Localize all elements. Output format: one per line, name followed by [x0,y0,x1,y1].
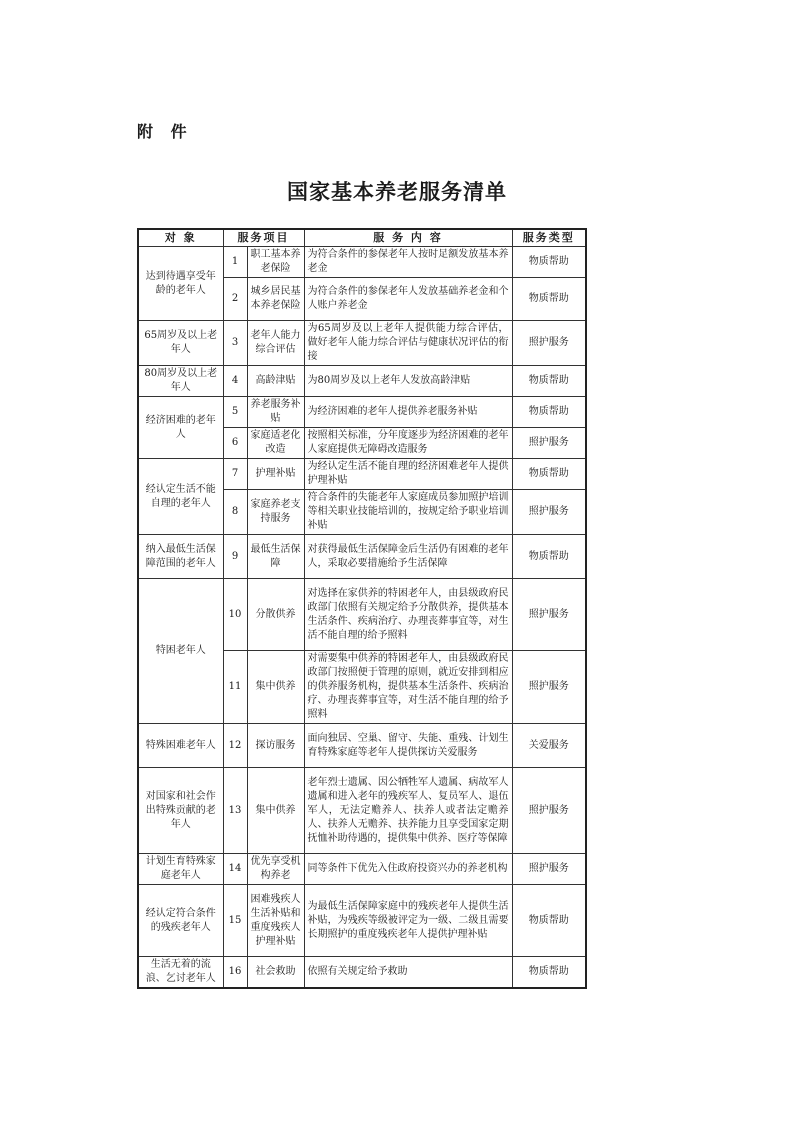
table-row [138,724,586,768]
table-row [138,768,586,854]
service-type: 物质帮助 [512,459,586,490]
service-type: 物质帮助 [512,278,586,321]
target-group: 特殊困难老年人 [138,724,223,768]
header-item: 服务项目 [223,229,304,247]
header-type: 服务类型 [512,229,586,247]
table-header-row [138,229,586,247]
service-item: 社会救助 [247,957,304,989]
service-item: 探访服务 [247,724,304,768]
service-content: 为80周岁及以上老年人发放高龄津贴 [304,366,512,397]
service-item: 优先享受机构养老 [247,854,304,885]
table-row [138,957,586,989]
service-content: 依照有关规定给予救助 [304,957,512,989]
service-type: 照护服务 [512,579,586,651]
service-type: 照护服务 [512,490,586,535]
service-type: 关爱服务 [512,724,586,768]
service-content: 按照相关标准，分年度逐步为经济困难的老年人家庭提供无障碍改造服务 [304,428,512,459]
table-row [138,247,586,278]
service-content: 为符合条件的参保老年人发放基础养老金和个人账户养老金 [304,278,512,321]
service-content: 符合条件的失能老年人家庭成员参加照护培训等相关职业技能培训的，按规定给予职业培训补贴 [304,490,512,535]
item-number: 15 [223,885,247,957]
service-content: 对获得最低生活保障金后生活仍有困难的老年人，采取必要措施给予生活保障 [304,535,512,579]
target-group: 80周岁及以上老年人 [138,366,223,397]
service-content: 面向独居、空巢、留守、失能、重残、计划生育特殊家庭等老年人提供探访关爱服务 [304,724,512,768]
service-item: 老年人能力综合评估 [247,321,304,366]
service-content: 老年烈士遗属、因公牺牲军人遗属、病故军人遗属和进入老年的残疾军人、复员军人、退伍军人，无法定赡养人、扶养人或者法定赡养人、扶养人无赡养、扶养能力且享受国家定期抚恤补助待遇的，提供集中供养、医疗等保障 [304,768,512,854]
item-number: 14 [223,854,247,885]
item-number: 8 [223,490,247,535]
attachment-label: 附 件 [137,122,193,141]
service-content: 为最低生活保障家庭中的残疾老年人提供生活补贴，为残疾等级被评定为一级、二级且需要长期照护的重度残疾老年人提供护理补贴 [304,885,512,957]
service-type: 物质帮助 [512,885,586,957]
item-number: 16 [223,957,247,989]
table-row [138,885,586,957]
service-content: 同等条件下优先入住政府投资兴办的养老机构 [304,854,512,885]
target-group: 经认定生活不能自理的老年人 [138,459,223,535]
service-item: 集中供养 [247,768,304,854]
table-row [138,321,586,366]
target-group: 生活无着的流浪、乞讨老年人 [138,957,223,989]
service-item: 集中供养 [247,651,304,724]
header-content: 服 务 内 容 [304,229,512,247]
service-type: 物质帮助 [512,957,586,989]
service-content: 对需要集中供养的特困老年人，由县级政府民政部门按照便于管理的原则，就近安排到相应的供养服务机构，提供基本生活条件、疾病治疗、办理丧葬事宜等，对生活不能自理的给予照料 [304,651,512,724]
table-row [138,459,586,490]
service-content: 为符合条件的参保老年人按时足额发放基本养老金 [304,247,512,278]
service-item: 困难残疾人生活补贴和重度残疾人护理补贴 [247,885,304,957]
target-group: 达到待遇享受年龄的老年人 [138,247,223,321]
service-item: 高龄津贴 [247,366,304,397]
service-item: 护理补贴 [247,459,304,490]
table-row [138,366,586,397]
service-type: 照护服务 [512,651,586,724]
service-content: 为经济困难的老年人提供养老服务补贴 [304,397,512,428]
target-group: 对国家和社会作出特殊贡献的老年人 [138,768,223,854]
service-type: 照护服务 [512,428,586,459]
item-number: 2 [223,278,247,321]
service-content: 对选择在家供养的特困老年人，由县级政府民政部门依照有关规定给予分散供养，提供基本生活条件、疾病治疗、办理丧葬事宜等，对生活不能自理的给予照料 [304,579,512,651]
item-number: 4 [223,366,247,397]
service-item: 分散供养 [247,579,304,651]
service-item: 职工基本养老保险 [247,247,304,278]
item-number: 11 [223,651,247,724]
item-number: 12 [223,724,247,768]
item-number: 13 [223,768,247,854]
service-type: 照护服务 [512,321,586,366]
service-type: 照护服务 [512,768,586,854]
service-content: 为经认定生活不能自理的经济困难老年人提供护理补贴 [304,459,512,490]
item-number: 9 [223,535,247,579]
service-content: 为65周岁及以上老年人提供能力综合评估，做好老年人能力综合评估与健康状况评估的衔接 [304,321,512,366]
table-row [138,854,586,885]
table-row [138,535,586,579]
service-type: 物质帮助 [512,535,586,579]
service-type: 照护服务 [512,854,586,885]
target-group: 纳入最低生活保障范围的老年人 [138,535,223,579]
service-item: 最低生活保障 [247,535,304,579]
service-list-table [137,228,587,989]
item-number: 1 [223,247,247,278]
target-group: 经认定符合条件的残疾老年人 [138,885,223,957]
item-number: 10 [223,579,247,651]
table-row [138,397,586,428]
document-title: 国家基本养老服务清单 [287,179,507,204]
item-number: 6 [223,428,247,459]
item-number: 3 [223,321,247,366]
item-number: 7 [223,459,247,490]
table-row [138,579,586,651]
service-item: 家庭适老化改造 [247,428,304,459]
service-type: 物质帮助 [512,247,586,278]
service-type: 物质帮助 [512,366,586,397]
target-group: 特困老年人 [138,579,223,724]
target-group: 计划生育特殊家庭老年人 [138,854,223,885]
item-number: 5 [223,397,247,428]
service-item: 养老服务补贴 [247,397,304,428]
service-item: 家庭养老支持服务 [247,490,304,535]
service-item: 城乡居民基本养老保险 [247,278,304,321]
header-object: 对 象 [138,229,223,247]
target-group: 经济困难的老年人 [138,397,223,459]
service-type: 物质帮助 [512,397,586,428]
target-group: 65周岁及以上老年人 [138,321,223,366]
